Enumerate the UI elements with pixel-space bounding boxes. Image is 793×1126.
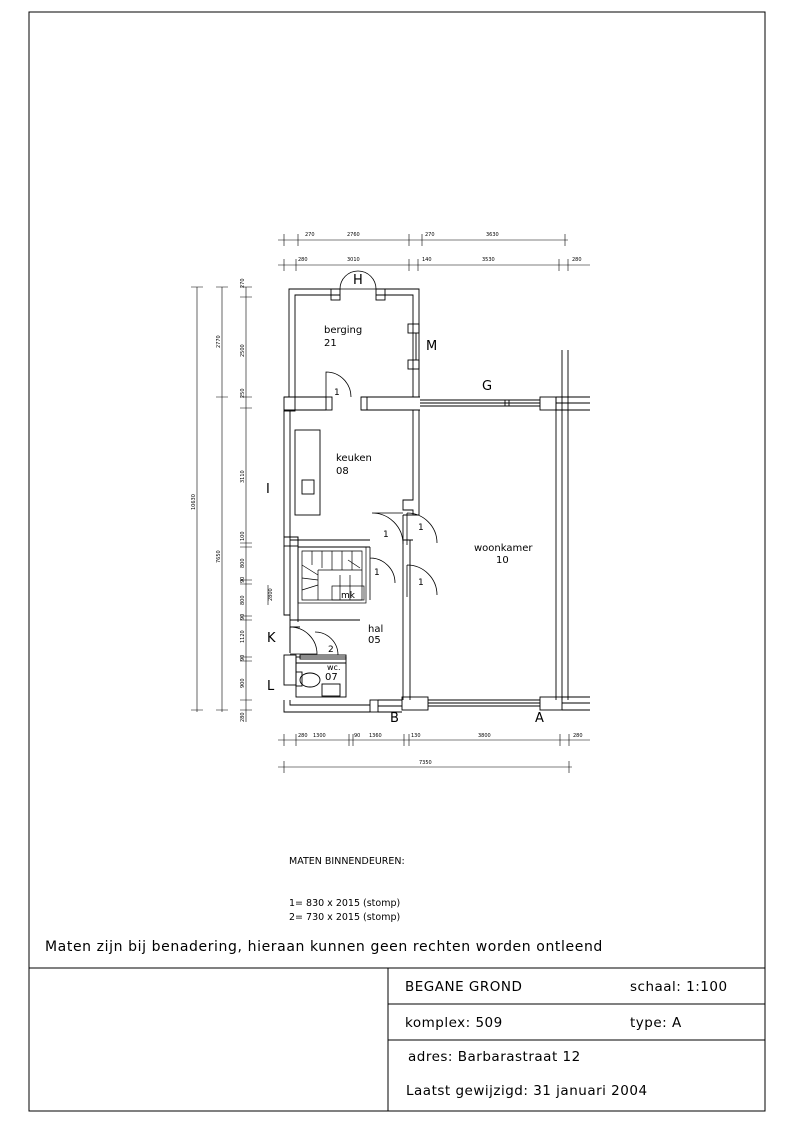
dim-bottom-5: 130 [411,733,421,739]
meter-cupboard-label: mk [341,591,355,601]
title-block-complex: komplex: 509 [405,1015,503,1031]
room-name-berging: berging [324,325,363,336]
dim-bottom-3: 90 [354,733,361,739]
disclaimer: Maten zijn bij benadering, hieraan kunnen geen rechten worden ontleend [45,939,603,955]
dim-top2-3: 140 [422,257,432,263]
door-number: 2 [328,645,334,655]
room-name-woonkamer: woonkamer [474,543,533,554]
dim-left-row3-3: 250 [240,388,246,398]
room-number-keuken: 08 [336,466,349,477]
door-number: 1 [383,530,389,540]
room-number-hal: 05 [368,635,381,646]
dim-left-row3-2: 2500 [240,344,246,357]
dim-bottom-7: 280 [573,733,583,739]
grid-label-g: G [482,379,493,394]
dim-left-overall: 10630 [191,494,197,510]
stair [298,547,366,603]
dim-left-row3-1: 270 [240,278,246,288]
title-block-address: adres: Barbarastraat 12 [408,1049,581,1065]
dim-bottom-1: 280 [298,733,308,739]
room-name-keuken: keuken [336,453,372,464]
grid-label-m: M [426,339,438,354]
dim-top2-5: 280 [572,257,582,263]
room-labels [324,325,533,683]
door-number: 1 [418,578,424,588]
dim-left-row3-12: 900 [240,678,246,688]
grid-label-i: I [266,482,270,497]
dimension-lines [191,234,590,773]
dim-left-row3-7: 90 [240,576,246,583]
dim-left-row3-11: 90 [240,654,246,661]
title-block-type: type: A [630,1015,682,1031]
grid-label-b: B [390,711,399,726]
dim-top-4: 3630 [486,232,499,238]
title-block-scale: schaal: 1:100 [630,979,728,995]
dim-top2-1: 280 [298,257,308,263]
dim-left-row2-1: 2770 [216,335,222,348]
grid-label-k: K [267,631,276,646]
title-block [405,979,728,1099]
title-block-modified: Laatst gewijzigd: 31 januari 2004 [406,1083,648,1099]
dim-left-row3-13: 280 [240,712,246,722]
notes-line-1: 1= 830 x 2015 (stomp) [289,898,401,909]
dim-left-row3-9: 90 [240,613,246,620]
dim-bottom-6: 3800 [478,733,491,739]
dim-bottom-2: 1300 [313,733,326,739]
grid-label-a: A [535,711,544,726]
notes-line-2: 2= 730 x 2015 (stomp) [289,912,401,923]
dim-top2-2: 3010 [347,257,360,263]
dim-bottom-overall: 7350 [419,760,432,766]
room-number-wc: 07 [325,672,338,683]
dim-bottom-4: 1360 [369,733,382,739]
door-numbers [328,388,424,655]
dim-left-row3-8: 800 [240,595,246,605]
grid-label-h: H [353,273,363,288]
grid-labels [266,273,544,726]
door-number: 1 [334,388,340,398]
door-size-notes [289,856,405,923]
room-name-wc: wc. [327,663,341,672]
dim-top-1: 270 [305,232,315,238]
notes-title: MATEN BINNENDEUREN: [289,856,405,867]
dim-left-stair: 2800 [268,588,274,601]
dim-top-3: 270 [425,232,435,238]
dim-left-row3-5: 100 [240,531,246,541]
dim-top-2: 2760 [347,232,360,238]
dimension-texts [191,232,583,766]
dim-left-row3-6: 800 [240,558,246,568]
door-number: 1 [418,523,424,533]
dim-left-row3-10: 1120 [240,630,246,643]
door-number: 1 [374,568,380,578]
grid-label-l: L [267,679,275,694]
title-block-floor: BEGANE GROND [405,979,523,995]
dim-top2-4: 3530 [482,257,495,263]
room-number-woonkamer: 10 [496,555,509,566]
dim-left-row3-4: 3110 [240,470,246,483]
room-number-berging: 21 [324,338,337,349]
dim-left-row2-2: 7650 [216,550,222,563]
room-name-hal: hal [368,624,384,635]
